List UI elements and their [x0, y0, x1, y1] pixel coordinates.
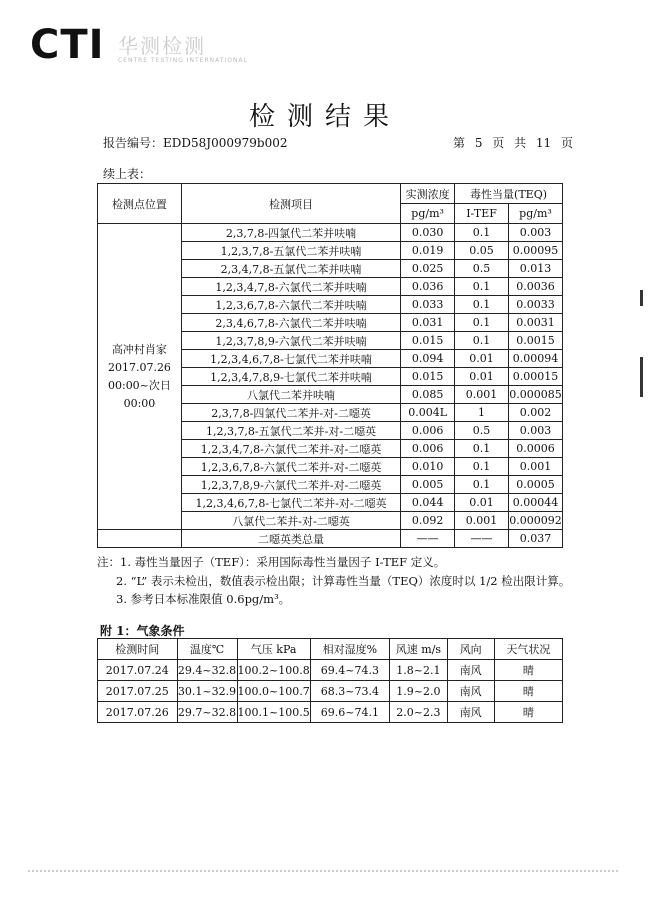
continued-label: 续上表： [103, 167, 152, 181]
weather-cell: 69.6~74.1 [310, 702, 389, 723]
itef-cell: 0.5 [455, 260, 509, 278]
teq-cell: 0.0006 [508, 440, 562, 458]
teq-cell: 0.037 [508, 530, 562, 548]
table-row [98, 224, 563, 242]
item-cell: 2,3,7,8-四氯代二苯并-对-二噁英 [181, 404, 400, 422]
header-teq: 毒性当量(TEQ) [455, 184, 563, 204]
teq-cell: 0.0005 [508, 476, 562, 494]
table-row [98, 702, 563, 723]
weather-cell: 68.3~73.4 [310, 681, 389, 702]
concentration-cell: 0.036 [401, 278, 455, 296]
teq-cell: 0.00044 [508, 494, 562, 512]
company-logo-faint-text: 华测检测 [118, 34, 206, 58]
weather-cell: 29.4~32.8 [177, 660, 237, 681]
weather-cell: 晴 [494, 681, 562, 702]
header-location: 检测点位置 [98, 184, 182, 224]
item-cell: 1,2,3,4,6,7,8-七氯代二苯并呋喃 [181, 350, 400, 368]
teq-cell: 0.003 [508, 422, 562, 440]
weather-cell: 100.2~100.8 [237, 660, 310, 681]
concentration-cell: 0.006 [401, 440, 455, 458]
footer-line [28, 870, 618, 876]
report-number: 报告编号：EDD58J000979b002 [103, 136, 288, 150]
itef-cell: 0.1 [455, 332, 509, 350]
teq-cell: 0.013 [508, 260, 562, 278]
weather-cell: 100.0~100.7 [237, 681, 310, 702]
note-3: 3. 参考日本标准限值 0.6pg/m³。 [116, 592, 291, 606]
weather-cell: 南风 [447, 660, 494, 681]
item-cell: 1,2,3,6,7,8-六氯代二苯并呋喃 [181, 296, 400, 314]
page-indicator: 第 5 页 共 11 页 [453, 136, 573, 150]
item-cell: 2,3,7,8-四氯代二苯并呋喃 [181, 224, 400, 242]
page-title: 检测结果 [248, 102, 401, 132]
table-row [98, 530, 563, 548]
item-cell: 1,2,3,7,8-五氯代二苯并呋喃 [181, 242, 400, 260]
concentration-cell: 0.044 [401, 494, 455, 512]
concentration-cell: 0.025 [401, 260, 455, 278]
item-cell: 1,2,3,7,8,9-六氯代二苯并-对-二噁英 [181, 476, 400, 494]
item-cell: 2,3,4,7,8-五氯代二苯并呋喃 [181, 260, 400, 278]
dioxin-results-table [97, 183, 563, 548]
header-teq-unit: pg/m³ [508, 204, 562, 224]
concentration-cell: 0.015 [401, 332, 455, 350]
concentration-cell: 0.033 [401, 296, 455, 314]
weather-header-cell: 相对湿度% [310, 639, 389, 660]
itef-cell: 0.001 [455, 512, 509, 530]
concentration-cell: 0.015 [401, 368, 455, 386]
concentration-cell: —— [401, 530, 455, 548]
weather-cell: 晴 [494, 660, 562, 681]
item-cell: 八氯代二苯并呋喃 [181, 386, 400, 404]
itef-cell: 0.1 [455, 296, 509, 314]
weather-cell: 30.1~32.9 [177, 681, 237, 702]
itef-cell: 0.1 [455, 458, 509, 476]
scan-edge-mark [640, 357, 643, 397]
teq-cell: 0.0033 [508, 296, 562, 314]
weather-cell: 100.1~100.5 [237, 702, 310, 723]
location-cell [98, 224, 182, 530]
header-concentration: 实测浓度 [401, 184, 455, 204]
itef-cell: 0.01 [455, 368, 509, 386]
item-cell: 1,2,3,4,7,8,9-七氯代二苯并呋喃 [181, 368, 400, 386]
itef-cell: 0.001 [455, 386, 509, 404]
note-2: 2. “L” 表示未检出，数值表示检出限；计算毒性当量（TEQ）浓度时以 1/2 检出限计算。 [116, 573, 571, 588]
header-item: 检测项目 [181, 184, 400, 224]
teq-cell: 0.0031 [508, 314, 562, 332]
header-itef: I-TEF [455, 204, 509, 224]
weather-cell: 2017.07.26 [98, 702, 178, 723]
weather-cell: 2017.07.24 [98, 660, 178, 681]
scan-edge-mark [640, 290, 643, 306]
company-logo: CTI [30, 22, 105, 68]
teq-cell: 0.001 [508, 458, 562, 476]
header-concentration-unit: pg/m³ [401, 204, 455, 224]
weather-header-cell: 气压 kPa [237, 639, 310, 660]
location-line: 高冲村肖家 [111, 342, 167, 356]
itef-cell: 0.5 [455, 422, 509, 440]
itef-cell: —— [455, 530, 509, 548]
note-1: 注：1. 毒性当量因子（TEF）：采用国际毒性当量因子 I-TEF 定义。 [97, 555, 446, 569]
item-cell: 二噁英类总量 [181, 530, 400, 548]
teq-cell: 0.00095 [508, 242, 562, 260]
weather-cell: 29.7~32.8 [177, 702, 237, 723]
teq-cell: 0.0036 [508, 278, 562, 296]
teq-cell: 0.002 [508, 404, 562, 422]
appendix-title: 附 1：气象条件 [100, 624, 185, 638]
item-cell: 1,2,3,7,8-五氯代二苯并-对-二噁英 [181, 422, 400, 440]
location-line: 2017.07.26 [107, 360, 171, 374]
weather-cell: 2017.07.25 [98, 681, 178, 702]
teq-cell: 0.000092 [508, 512, 562, 530]
itef-cell: 0.1 [455, 224, 509, 242]
concentration-cell: 0.010 [401, 458, 455, 476]
concentration-cell: 0.019 [401, 242, 455, 260]
company-logo-subtext: CENTRE TESTING INTERNATIONAL [118, 57, 248, 64]
table-row [98, 660, 563, 681]
concentration-cell: 0.094 [401, 350, 455, 368]
itef-cell: 0.1 [455, 476, 509, 494]
itef-cell: 0.05 [455, 242, 509, 260]
itef-cell: 0.1 [455, 278, 509, 296]
concentration-cell: 0.005 [401, 476, 455, 494]
weather-cell: 南风 [447, 702, 494, 723]
weather-header-cell: 检测时间 [98, 639, 178, 660]
item-cell: 八氯代二苯并-对-二噁英 [181, 512, 400, 530]
teq-cell: 0.0015 [508, 332, 562, 350]
location-line: 00:00~次日 [107, 378, 171, 392]
weather-header-cell: 风速 m/s [390, 639, 448, 660]
weather-cell: 晴 [494, 702, 562, 723]
item-cell: 2,3,4,6,7,8-六氯代二苯并呋喃 [181, 314, 400, 332]
empty-cell [98, 530, 182, 548]
itef-cell: 0.01 [455, 494, 509, 512]
weather-cell: 69.4~74.3 [310, 660, 389, 681]
weather-header-cell: 温度℃ [177, 639, 237, 660]
weather-header-cell: 天气状况 [494, 639, 562, 660]
weather-cell: 1.9~2.0 [390, 681, 448, 702]
weather-cell: 1.8~2.1 [390, 660, 448, 681]
notes-block [97, 553, 570, 609]
concentration-cell: 0.006 [401, 422, 455, 440]
concentration-cell: 0.030 [401, 224, 455, 242]
itef-cell: 0.1 [455, 314, 509, 332]
concentration-cell: 0.085 [401, 386, 455, 404]
teq-cell: 0.00015 [508, 368, 562, 386]
item-cell: 1,2,3,4,7,8-六氯代二苯并-对-二噁英 [181, 440, 400, 458]
item-cell: 1,2,3,6,7,8-六氯代二苯并-对-二噁英 [181, 458, 400, 476]
item-cell: 1,2,3,4,6,7,8-七氯代二苯并-对-二噁英 [181, 494, 400, 512]
weather-table [97, 638, 563, 723]
teq-cell: 0.003 [508, 224, 562, 242]
item-cell: 1,2,3,4,7,8-六氯代二苯并呋喃 [181, 278, 400, 296]
concentration-cell: 0.004L [401, 404, 455, 422]
location-line: 00:00 [123, 396, 156, 410]
concentration-cell: 0.092 [401, 512, 455, 530]
weather-cell: 南风 [447, 681, 494, 702]
weather-cell: 2.0~2.3 [390, 702, 448, 723]
itef-cell: 1 [455, 404, 509, 422]
weather-header-cell: 风向 [447, 639, 494, 660]
itef-cell: 0.01 [455, 350, 509, 368]
itef-cell: 0.1 [455, 440, 509, 458]
teq-cell: 0.00094 [508, 350, 562, 368]
concentration-cell: 0.031 [401, 314, 455, 332]
item-cell: 1,2,3,7,8,9-六氯代二苯并呋喃 [181, 332, 400, 350]
table-row [98, 681, 563, 702]
teq-cell: 0.000085 [508, 386, 562, 404]
